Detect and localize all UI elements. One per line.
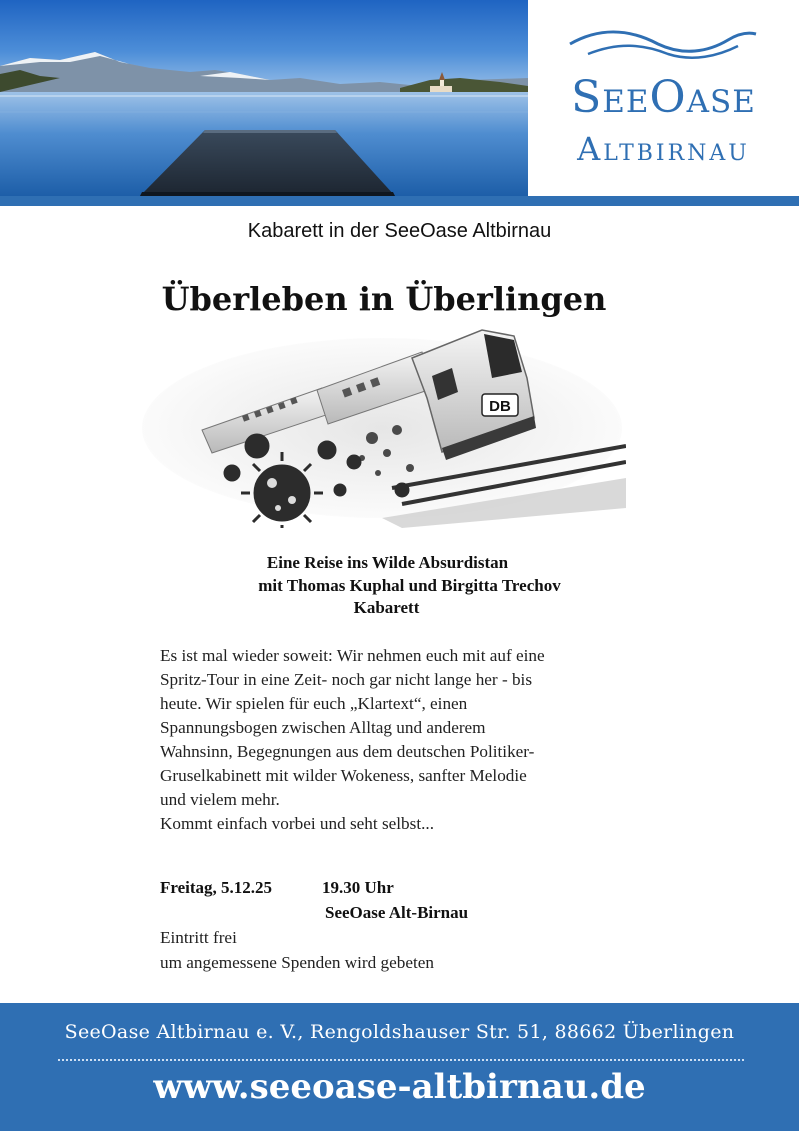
- lead-line-1: Eine Reise ins Wilde Absurdistan: [266, 553, 509, 572]
- description-line: Wahnsinn, Begegnungen aus dem deutschen Politiker-: [160, 742, 535, 761]
- donation-info: um angemessene Spenden wird gebeten: [160, 953, 434, 972]
- poster-title: Überleben in Überlingen: [161, 280, 607, 318]
- logo: [528, 0, 799, 196]
- footer: [0, 1003, 799, 1131]
- admission-info: Eintritt frei: [160, 928, 237, 947]
- logo-line2: Altbirnau: [577, 130, 750, 168]
- footer-website-link[interactable]: www.seeoase-altbirnau.de: [153, 1067, 646, 1107]
- description-line: Gruselkabinett mit wilder Wokeness, sanfter Melodie: [160, 766, 527, 785]
- event-time: 19.30 Uhr: [322, 878, 394, 897]
- event-venue: SeeOase Alt-Birnau: [325, 903, 469, 922]
- event-date: Freitag, 5.12.25: [160, 878, 273, 897]
- waves-icon: [568, 22, 758, 62]
- db-logo-text: DB: [489, 398, 511, 415]
- lake-photo: [0, 0, 528, 196]
- logo-line1: SeeOase: [571, 72, 756, 123]
- poster-image: [142, 268, 626, 528]
- description-line: Es ist mal wieder soweit: Wir nehmen euch mit auf eine: [160, 646, 545, 665]
- lake-landscape-image: [0, 0, 528, 196]
- description-line: Spannungsbogen zwischen Alltag und anderem: [160, 718, 486, 737]
- footer-address: SeeOase Altbirnau e. V., Rengoldshauser Str. 51, 88662 Überlingen: [64, 1021, 735, 1043]
- lead-line-3: Kabarett: [353, 598, 420, 617]
- header: [0, 0, 799, 206]
- header-divider: [0, 196, 799, 206]
- description-line: Spritz-Tour in eine Zeit- noch gar nicht lange her - bis: [160, 670, 533, 689]
- event-subtitle: Kabarett in der SeeOase Altbirnau: [247, 220, 552, 242]
- description-line: Kommt einfach vorbei und seht selbst...: [160, 814, 434, 833]
- description-line: und vielem mehr.: [160, 790, 280, 809]
- event-description: [160, 644, 630, 836]
- footer-divider: [58, 1059, 744, 1061]
- lead-line-2: mit Thomas Kuphal und Birgitta Trechov: [258, 576, 561, 595]
- description-line: heute. Wir spielen für euch „Klartext“, einen: [160, 694, 468, 713]
